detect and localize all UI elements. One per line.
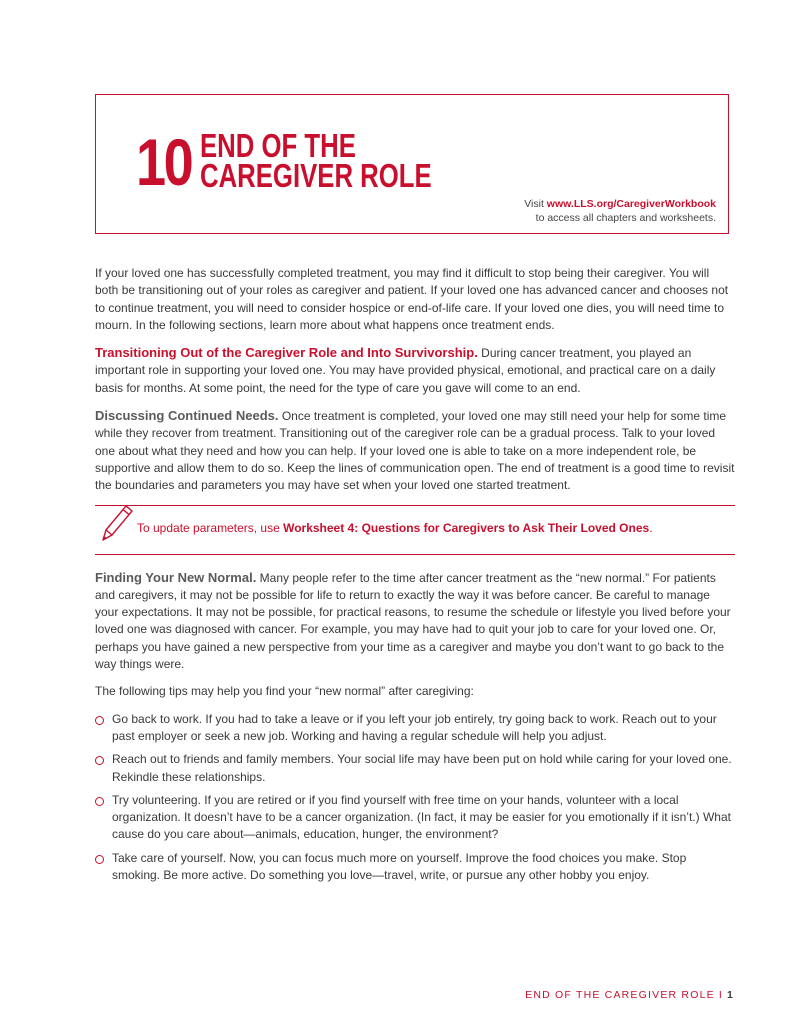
visit-suffix: to access all chapters and worksheets. bbox=[535, 212, 716, 224]
circle-bullet-icon bbox=[95, 756, 104, 765]
tip-text: Go back to work. If you had to take a leave or if you left your job entirely, try going back to work. Reach out to your past employer or seek a new job. Working and having a regular schedule will help you adjust. bbox=[112, 711, 717, 743]
footer-separator: I bbox=[718, 989, 723, 1001]
callout-suffix: . bbox=[649, 520, 653, 535]
page-number: 1 bbox=[726, 989, 734, 1001]
section-heading: Transitioning Out of the Caregiver Role and Into Survivorship. bbox=[95, 345, 478, 361]
tip-text: Reach out to friends and family members. Your social life may have been put on hold while caring for your loved one. Rekindle these relationships. bbox=[112, 752, 732, 784]
section-transitioning bbox=[95, 344, 735, 397]
callout-prefix: To update parameters, use bbox=[137, 520, 284, 535]
section-body: During cancer treatment, you played an important role in supporting your loved one. You may have provided physical, emotional, and practical care on a daily basis for months. At some point, the need for the type of care you gave will come to an end. bbox=[95, 346, 716, 395]
chapter-number: 10 bbox=[136, 125, 192, 199]
workbook-link[interactable]: www.LLS.org/CaregiverWorkbook bbox=[546, 198, 716, 210]
intro-paragraph: If your loved one has successfully completed treatment, you may find it difficult to stop being their caregiver. You will both be transitioning out of your roles as caregiver and patient. If your loved one has advanced cancer and chooses not to continue treatment, you will need to consider hospice or end-of-life care. If your loved one dies, you will need time to mourn. In the following sections, learn more about what happens once treatment ends. bbox=[95, 266, 729, 332]
tip-text: Take care of yourself. Now, you can focus much more on yourself. Improve the food choices you make. Stop smoking. Be more active. Do something you love—travel, write, or pursue any other hobby you enjoy. bbox=[112, 850, 687, 883]
chapter-title-line1: END OF THE bbox=[200, 127, 356, 164]
chapter-title bbox=[200, 127, 432, 194]
footer-label: END OF THE CAREGIVER ROLE bbox=[525, 989, 715, 1001]
chapter-header-box bbox=[95, 94, 729, 234]
circle-bullet-icon bbox=[95, 855, 104, 864]
list-item bbox=[95, 850, 735, 885]
section-body: Once treatment is completed, your loved one may still need your help for some time while they recover from treatment. Transitioning out of the caregiver role can be a gradual process. Talk to your loved one about what they need and how you can help. If your loved one is able to take on a more independent role, be supportive and allow them to do so. Keep the lines of communication open. The end of treatment is a good time to revisit the boundaries and parameters you may have set when your loved one started treatment. bbox=[95, 409, 735, 493]
pencil-icon bbox=[97, 500, 133, 551]
tips-list bbox=[95, 711, 735, 885]
section-new-normal bbox=[95, 569, 735, 674]
section-body: Many people refer to the time after cancer treatment as the “new normal.” For patients and caregivers, it may not be possible for life to return to exactly the way it was before cancer. Be careful to manage your expectations. It may not be possible, for practical reasons, to resume the schedule or lifestyle you lived before your loved one was diagnosed with cancer. For example, you may have had to quit your job to care for your loved one. Or, perhaps you have gained a new perspective from your time as a caregiver and maybe you don’t want to go back to the way things were. bbox=[95, 570, 731, 672]
worksheet-callout bbox=[95, 505, 735, 555]
page-footer bbox=[525, 989, 734, 1001]
section-continued-needs bbox=[95, 407, 735, 494]
callout-text bbox=[137, 520, 653, 537]
worksheet-link[interactable]: Worksheet 4: Questions for Caregivers to Ask Their Loved Ones bbox=[283, 520, 650, 535]
visit-prefix: Visit bbox=[524, 198, 547, 210]
visit-note bbox=[524, 197, 716, 225]
main-content bbox=[95, 265, 735, 890]
chapter-title-line2: CAREGIVER ROLE bbox=[200, 157, 432, 194]
section-heading: Discussing Continued Needs. bbox=[95, 408, 279, 424]
circle-bullet-icon bbox=[95, 716, 104, 725]
tips-intro: The following tips may help you find your “new normal” after caregiving: bbox=[95, 684, 474, 699]
circle-bullet-icon bbox=[95, 797, 104, 806]
tip-text: Try volunteering. If you are retired or if you find yourself with free time on your hands, volunteer with a local organization. It doesn’t have to be a cancer organization. (In fact, it may be easier for you emotionally if it isn’t.) What cause do you care about—animals, education, hunger, the environment? bbox=[112, 792, 731, 842]
list-item bbox=[95, 711, 735, 746]
list-item bbox=[95, 792, 735, 844]
section-heading: Finding Your New Normal. bbox=[95, 569, 257, 585]
list-item bbox=[95, 751, 735, 786]
